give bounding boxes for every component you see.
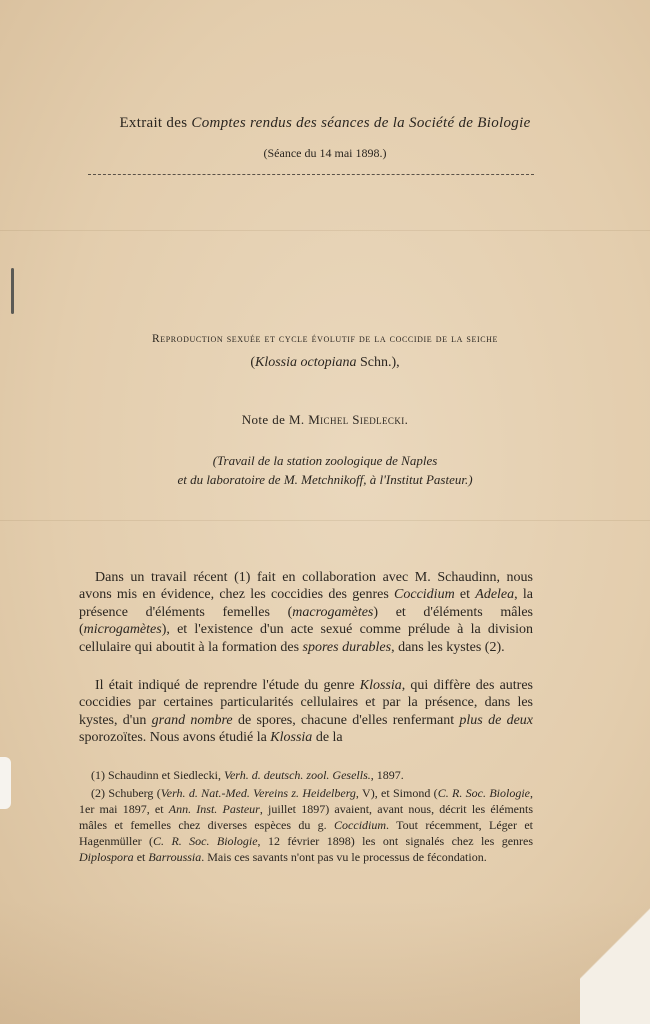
footnote-2 — [79, 785, 533, 865]
text-run: . Mais ces savants n'ont pas vu le processus de fécondation. — [201, 850, 487, 864]
article-title: Reproduction sexuée et cycle évolutif de la coccidie de la seiche — [151, 333, 499, 345]
term: macrogamètes — [292, 604, 374, 620]
text-run: ), et l'existence d'un acte sexué comme prélude à la division cellulaire qui aboutit à la formation des — [79, 622, 533, 655]
text-run: (2) Schuberg ( — [91, 786, 161, 800]
text-run: (1) Schaudinn et Siedlecki, — [91, 768, 224, 782]
text-run: , 1er mai 1897, et — [79, 786, 533, 816]
paper-tear — [0, 757, 11, 809]
citation: Verh. d. deutsch. zool. Gesells. — [223, 768, 371, 782]
author-suffix: . — [404, 412, 409, 427]
paper-stain — [0, 900, 650, 1024]
text-run: , juillet 1897) avaient, avant nous, décrit les éléments mâles et femelles chez diverses espèces du g. — [79, 802, 533, 832]
text-run: sporozoïtes. Nous avons étudié la — [79, 730, 271, 746]
paper-crease — [0, 520, 650, 521]
staple-mark — [11, 268, 14, 314]
genus-name: Barroussia — [148, 850, 202, 864]
affiliation-line-2: et du laboratoire de M. Metchnikoff, à l'Institut Pasteur.) — [177, 472, 473, 487]
header-prefix: Extrait des — [119, 115, 192, 131]
paper-crease — [0, 230, 650, 231]
header-divider — [88, 174, 534, 175]
text-run: , 1897. — [370, 768, 404, 782]
species-line — [0, 355, 650, 371]
text-run: de la — [312, 730, 343, 746]
genus-name: Coccidium — [334, 818, 387, 832]
emphasis: grand nombre — [151, 712, 233, 728]
author-line — [0, 412, 650, 428]
term: microgamètes — [83, 622, 162, 638]
text-run: , qui diffère des autres coccidies par certaines particularités cellulaires et par la présence, dans les kystes, d'un — [79, 678, 533, 728]
text-run: , V), et Simond ( — [355, 786, 438, 800]
genus-name: Coccidium — [394, 587, 455, 603]
footnote-1 — [79, 767, 533, 783]
affiliation-line-1: (Travail de la station zoologique de Naples — [212, 453, 438, 468]
text-run: , la présence d'éléments femelles ( — [79, 587, 534, 620]
citation: C. R. Soc. Biologie — [153, 834, 258, 848]
text-run: de spores, chacune d'elles renfermant — [232, 712, 460, 728]
text-run: . Tout récemment, Léger et Hagenmüller ( — [79, 818, 533, 848]
text-run: Il était indiqué de reprendre l'étude du genre — [95, 678, 360, 693]
genus-name: Klossia — [359, 678, 402, 693]
text-run: Dans un travail récent (1) fait en collaboration avec M. Schaudinn, nous avons mis en évidence, chez les coccidies des genres — [79, 570, 533, 603]
author-name: Michel Siedlecki — [308, 412, 405, 427]
species-open: ( — [250, 355, 255, 370]
text-run: ) et d'éléments mâles ( — [79, 604, 533, 638]
citation: C. R. Soc. Biologie — [437, 786, 530, 800]
journal-name: Comptes rendus des séances de la Société de Biologie — [191, 115, 531, 131]
offprint-header — [0, 115, 650, 132]
citation: Verh. d. Nat.-Med. Vereins z. Heidelberg — [160, 786, 356, 800]
text-run: et — [454, 587, 476, 603]
torn-corner — [580, 900, 650, 1024]
citation: Ann. Inst. Pasteur — [168, 802, 260, 816]
genus-name: Klossia — [270, 730, 313, 746]
body-paragraph-1 — [79, 569, 533, 656]
text-run: et — [133, 850, 149, 864]
text-run: , 12 février 1898) les ont signalés chez les genres — [257, 834, 534, 848]
genus-name: Adelea — [475, 587, 515, 603]
author-prefix: Note de M. — [241, 412, 309, 427]
footnotes — [79, 767, 533, 865]
species-name: Klossia octopiana — [254, 355, 357, 370]
session-date: (Séance du 14 mai 1898.) — [263, 146, 387, 160]
emphasis: plus de deux — [459, 712, 534, 728]
body-paragraph-2 — [79, 677, 533, 747]
term: spores durables — [302, 639, 392, 655]
text-run: , dans les kystes (2). — [391, 639, 505, 655]
species-authority: Schn.), — [356, 355, 400, 370]
genus-name: Diplospora — [79, 850, 134, 864]
